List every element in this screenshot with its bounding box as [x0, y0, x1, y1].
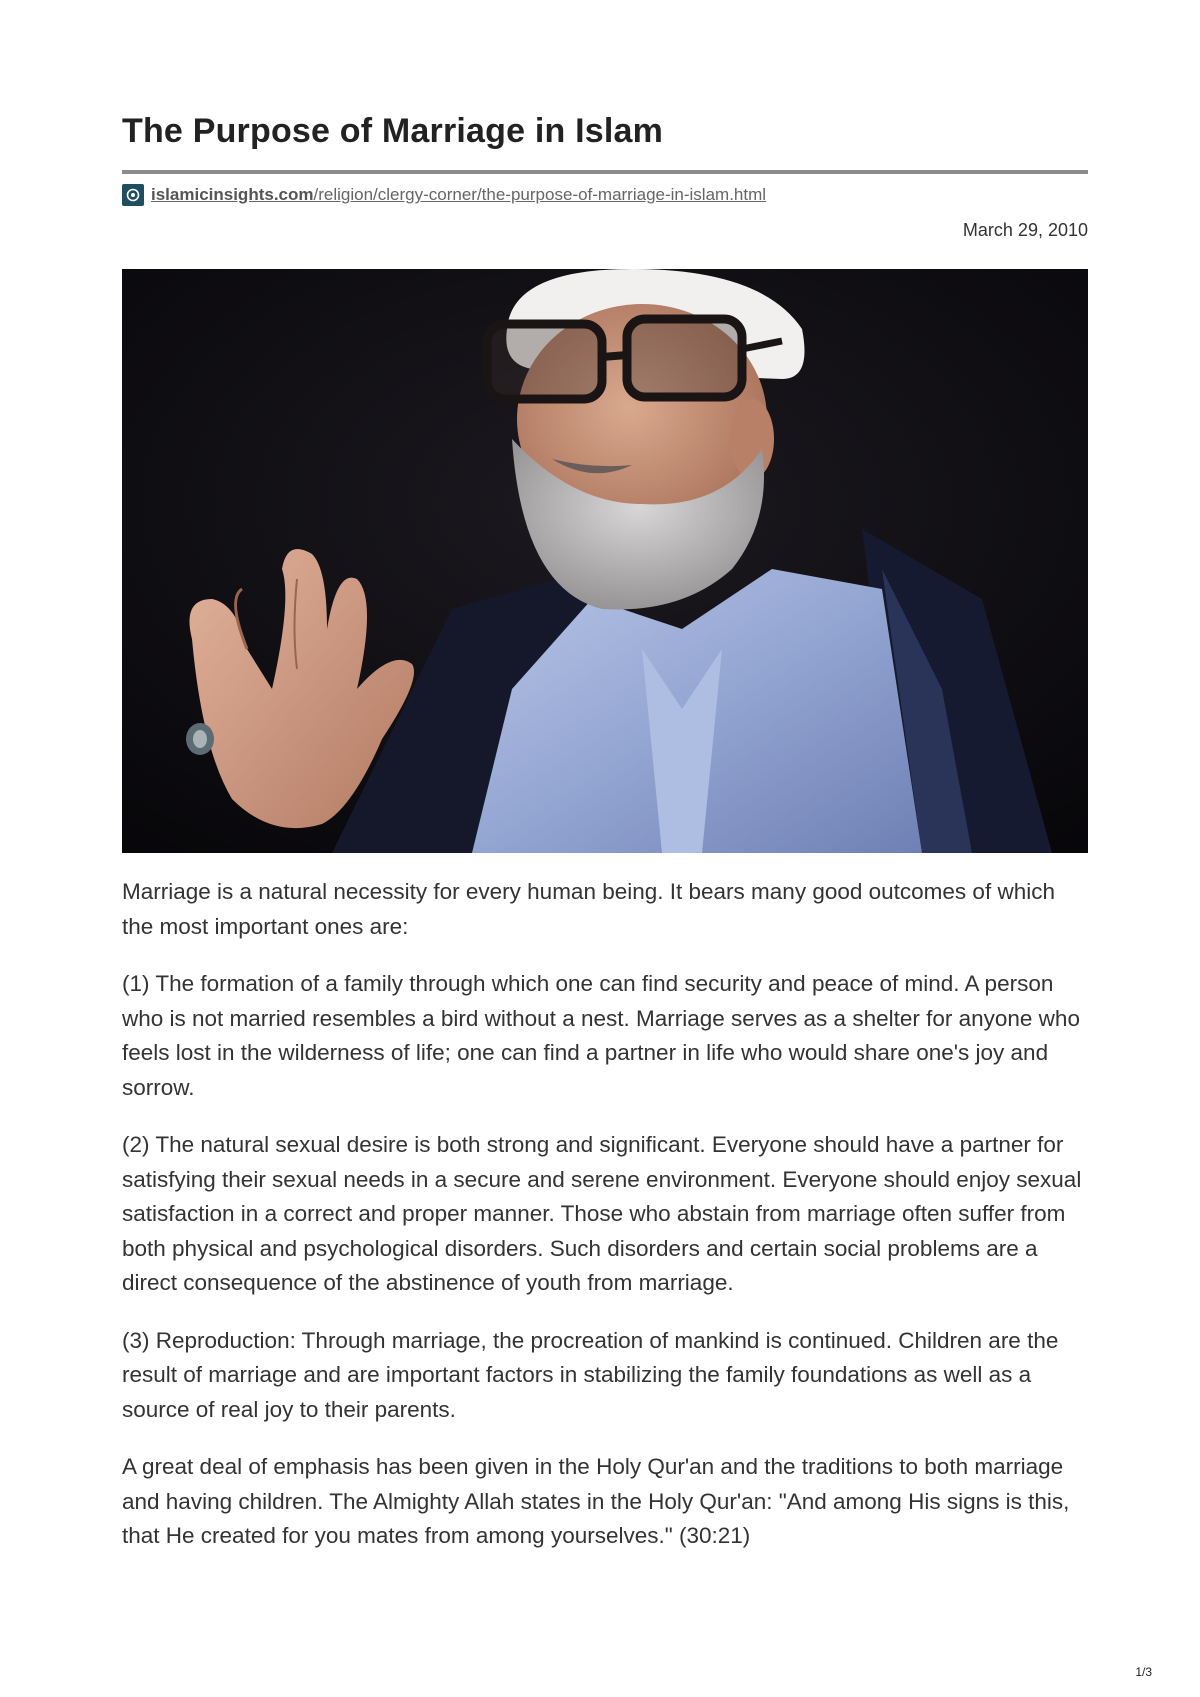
paragraph: (2) The natural sexual desire is both strong and significant. Everyone should have a partner for satisfying their sexual needs in a secure and serene environment. Everyone should enjoy sexual satisfaction in a correct and proper manner. Those who abstain from marriage often suffer from both physical and psychological disorders. Such disorders and certain social problems are a direct consequence of the abstinence of youth from marriage. [122, 1132, 1082, 1295]
paragraph: A great deal of emphasis has been given in the Holy Qur'an and the traditions to both marriage and having children. The Almighty Allah states in the Holy Qur'an: "And among His signs is this, that He created for you mates from among yourselves." (30:21) [122, 1454, 1070, 1548]
publish-date: March 29, 2010 [962, 220, 1088, 240]
page-number: 1/3 [1135, 1665, 1152, 1679]
page-title: The Purpose of Marriage in Islam [122, 112, 664, 150]
paragraph: Marriage is a natural necessity for every human being. It bears many good outcomes of which the most important ones are: [122, 879, 1055, 939]
paragraph: (3) Reproduction: Through marriage, the procreation of mankind is continued. Children are the result of marriage and are important factors in stabilizing the family foundations as well as a source of real joy to their parents. [122, 1327, 1059, 1422]
source-path: /religion/clergy-corner/the-purpose-of-marriage-in-islam.html [313, 185, 767, 204]
article-photo [122, 269, 1088, 853]
source-domain: islamicinsights.com [151, 185, 314, 204]
source-line [122, 183, 766, 207]
article-body [122, 875, 1088, 1577]
paragraph: (1) The formation of a family through which one can find security and peace of mind. A person who is not married resembles a bird without a nest. Marriage serves as a shelter for anyone who feels lost in the wilderness of life; one can find a partner in life who would share one's joy and sorrow. [122, 971, 1080, 1100]
title-divider [122, 170, 1088, 174]
site-favicon-icon [122, 184, 144, 206]
source-url-link[interactable] [151, 185, 766, 205]
